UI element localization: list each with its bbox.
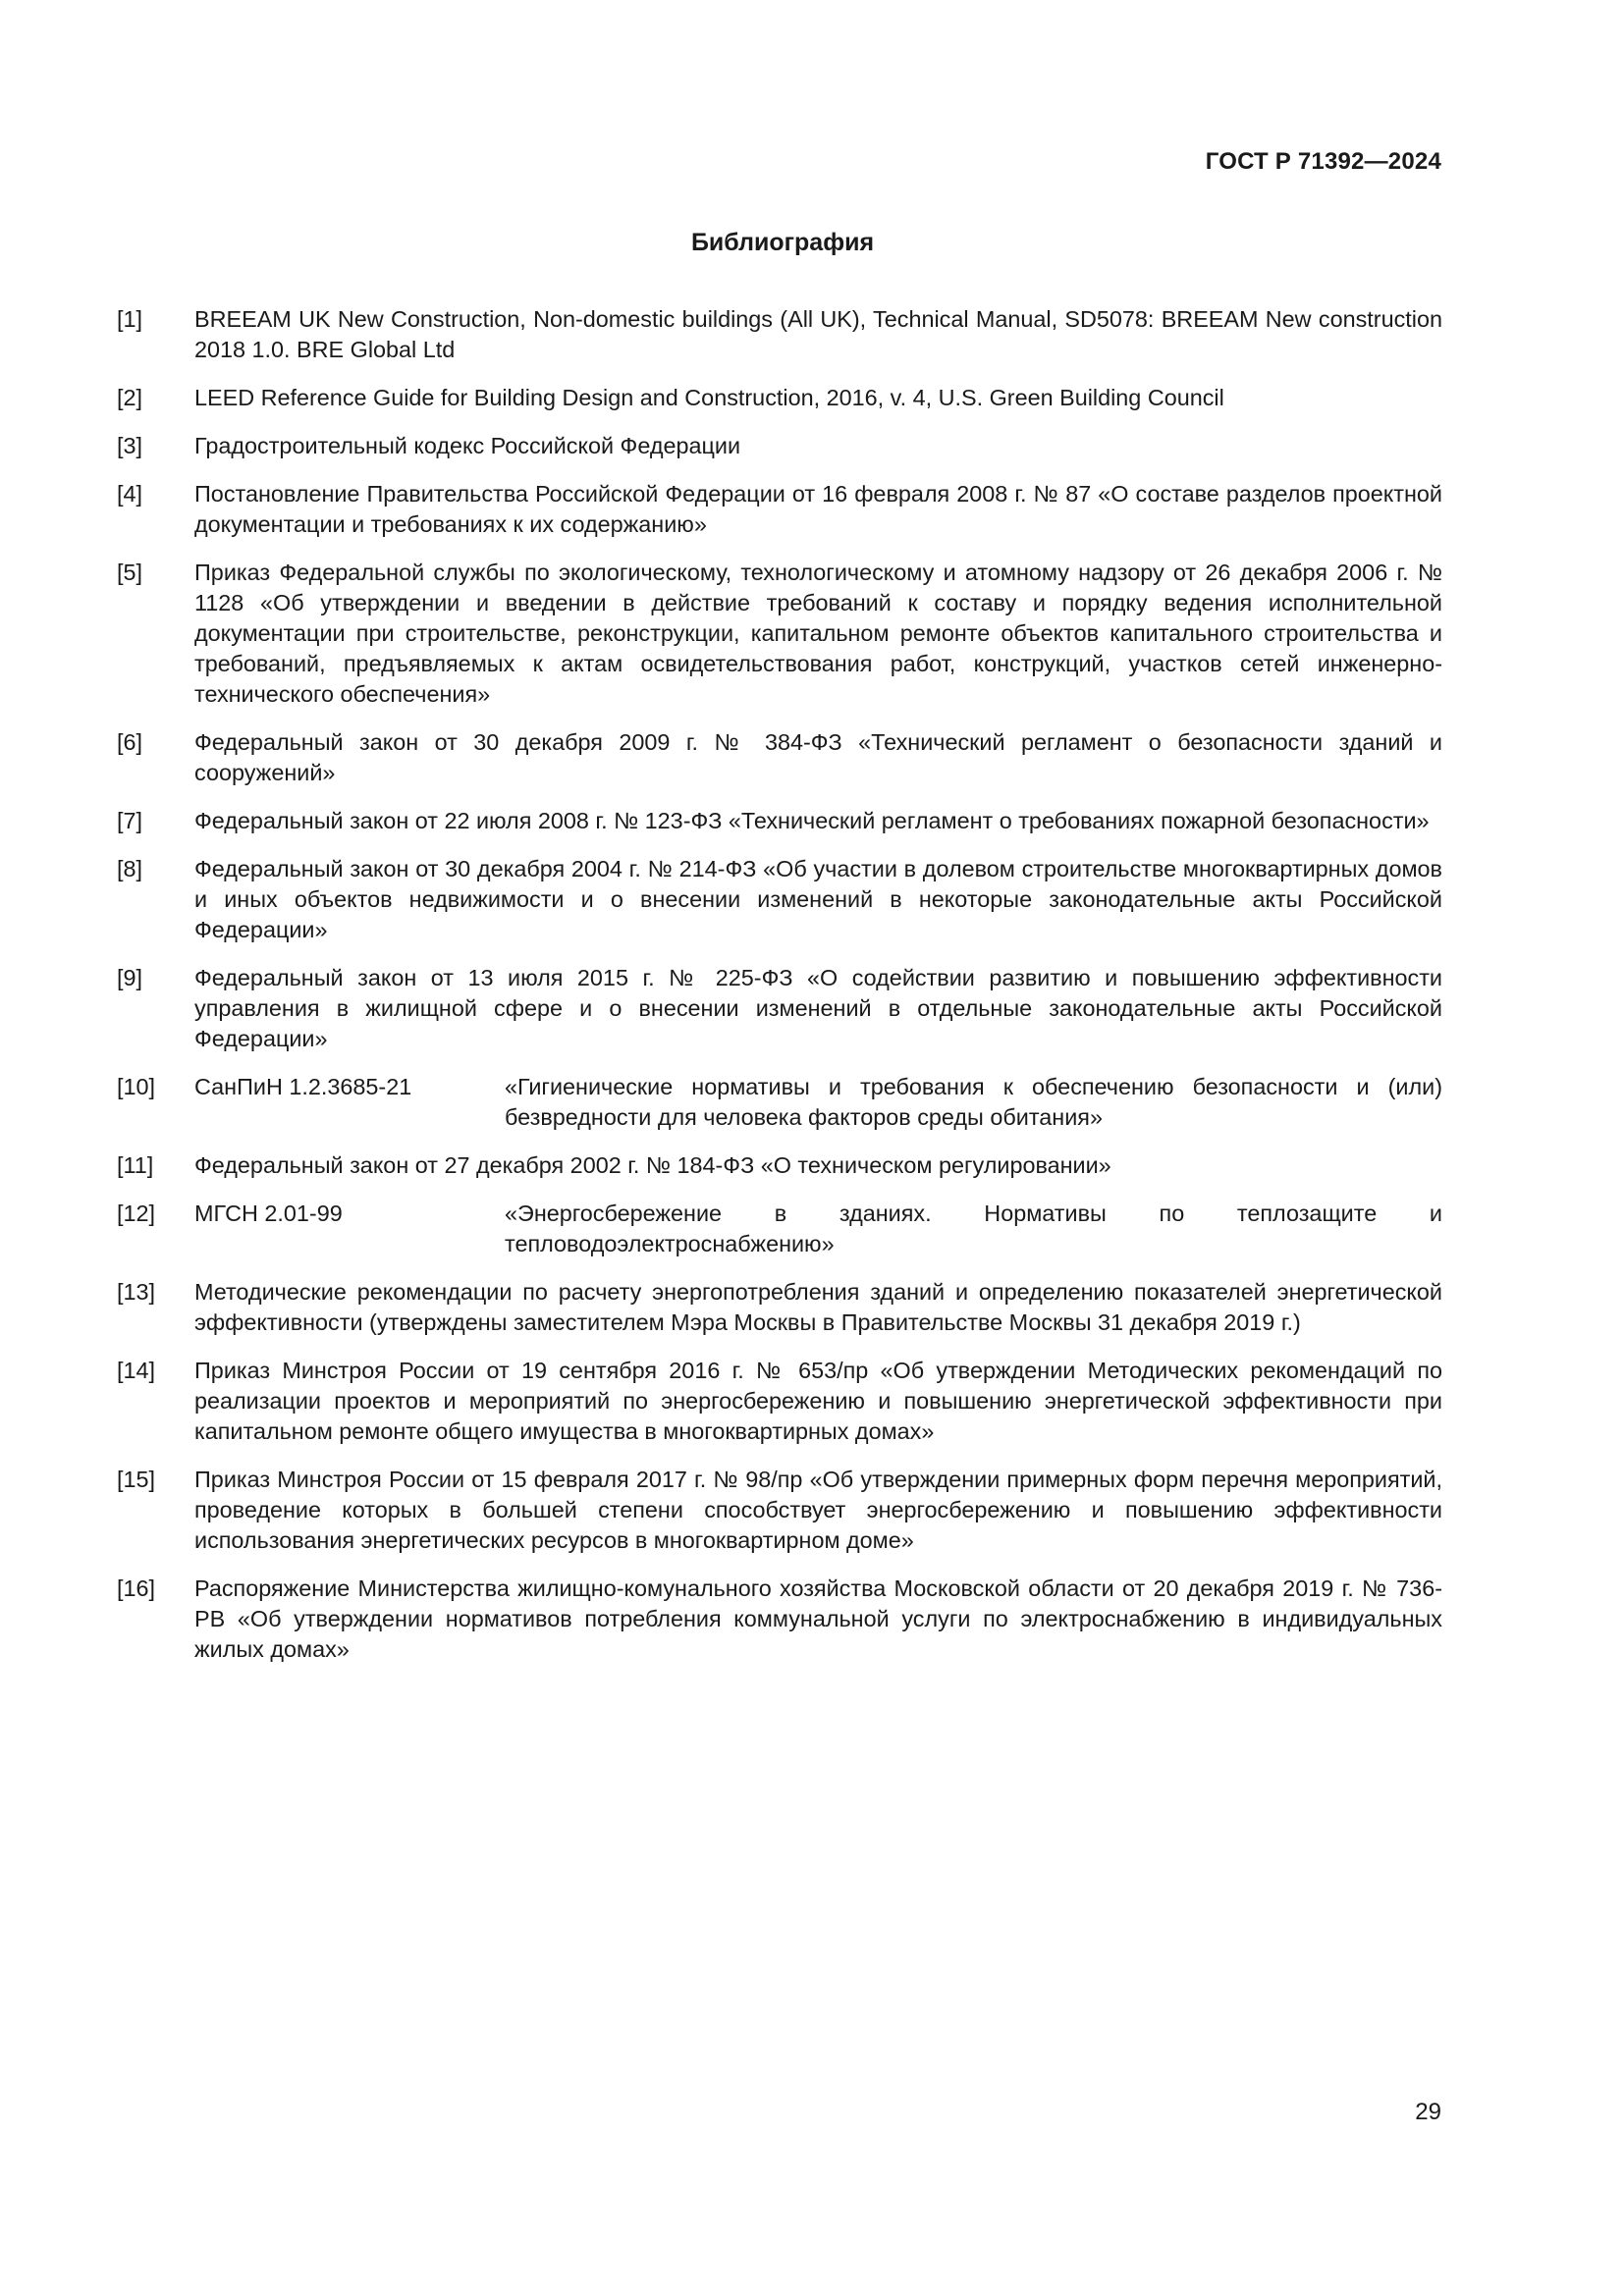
entry-text: Постановление Правительства Российской Федерации от 16 февраля 2008 г. № 87 «О составе разделов проектной документации и требованиях к их содержанию»: [194, 481, 1442, 537]
entry-text: BREEAM UK New Construction, Non-domestic buildings (All UK), Technical Manual, SD5078: BREEAM New construction 2018 1.0. BRE Global Ltd: [194, 306, 1442, 362]
entry-number: [13]: [117, 1279, 156, 1305]
bibliography-entry: [117, 727, 1442, 788]
bibliography-entry: [117, 558, 1442, 710]
entry-number: [7]: [117, 808, 143, 833]
bibliography-entry: [117, 431, 1442, 461]
bibliography-entry: [117, 479, 1442, 540]
bibliography-entry: [117, 854, 1442, 945]
entry-text: LEED Reference Guide for Building Design and Construction, 2016, v. 4, U.S. Green Building Council: [194, 385, 1224, 410]
bibliography-entry: [117, 1150, 1442, 1181]
entry-number: [5]: [117, 560, 143, 585]
entry-number: [4]: [117, 481, 143, 507]
bibliography-entry: [117, 1277, 1442, 1338]
entry-number: [8]: [117, 856, 143, 881]
entry-number: [16]: [117, 1575, 156, 1601]
entry-text: Федеральный закон от 30 декабря 2004 г. № 214-ФЗ «Об участии в долевом строительстве многоквартирных домов и иных объектов недвижимости и о внесении изменений в некоторые законодательные акты Российской Федерации»: [194, 856, 1442, 942]
entry-number: [1]: [117, 306, 143, 332]
entry-number: [2]: [117, 385, 143, 410]
entry-number: [10]: [117, 1074, 156, 1099]
entry-number: [14]: [117, 1358, 156, 1383]
entry-code: МГСН 2.01-99: [194, 1201, 343, 1226]
entry-text: Федеральный закон от 27 декабря 2002 г. № 184-ФЗ «О техническом регулировании»: [194, 1152, 1111, 1178]
entry-body: [194, 1199, 1442, 1259]
entry-text: Приказ Минстроя России от 15 февраля 2017 г. № 98/пр «Об утверждении примерных форм перечня мероприятий, проведение которых в большей степени способствует энергосбережению и повышению эффективности использования энергетических ресурсов в многоквартирном доме»: [194, 1467, 1442, 1553]
bibliography-entry: [117, 1072, 1442, 1133]
bibliography-entry: [117, 1465, 1442, 1556]
entry-text: Приказ Федеральной службы по экологическому, технологическому и атомному надзору от 26 декабря 2006 г. № 1128 «Об утверждении и введении в действие требований к составу и порядку ведения исполнительной документации при строительстве, реконструкции, капитальном ремонте объектов капитального строительства и требований, предъявляемых к актам освидетельствования работ, конструкций, участков сетей инженерно-технического обеспечения»: [194, 560, 1442, 707]
entry-text: Федеральный закон от 22 июля 2008 г. № 123-ФЗ «Технический регламент о требованиях пожарной безопасности»: [194, 808, 1430, 833]
entry-text: Методические рекомендации по расчету энергопотребления зданий и определению показателей энергетической эффективности (утверждены заместителем Мэра Москвы в Правительстве Москвы 31 декабря 2019 г.): [194, 1279, 1442, 1335]
entry-text: Федеральный закон от 13 июля 2015 г. № 225-ФЗ «О содействии развитию и повышению эффективности управления в жилищной сфере и о внесении изменений в отдельные законодательные акты Российской Федерации»: [194, 965, 1442, 1051]
entry-number: [15]: [117, 1467, 156, 1492]
bibliography-entry: [117, 1574, 1442, 1665]
entry-code: СанПиН 1.2.3685-21: [194, 1074, 412, 1099]
entry-text: Градостроительный кодекс Российской Федерации: [194, 433, 741, 458]
bibliography-entry: [117, 304, 1442, 365]
entry-number: [11]: [117, 1152, 154, 1178]
entry-text: Приказ Минстроя России от 19 сентября 2016 г. № 653/пр «Об утверждении Методических рекомендаций по реализации проектов и мероприятий по энергосбережению и повышению энергетической эффективности при капитальном ремонте общего имущества в многоквартирных домах»: [194, 1358, 1442, 1444]
entry-text: Федеральный закон от 30 декабря 2009 г. № 384-ФЗ «Технический регламент о безопасности зданий и сооружений»: [194, 729, 1442, 785]
entry-text: «Гигиенические нормативы и требования к обеспечению безопасности и (или) безвредности для человека факторов среды обитания»: [505, 1074, 1442, 1130]
bibliography-entry: [117, 806, 1442, 836]
entry-number: [9]: [117, 965, 143, 990]
entry-text: Распоряжение Министерства жилищно-комунального хозяйства Московской области от 20 декабря 2019 г. № 736-РВ «Об утверждении нормативов потребления коммунальной услуги по электроснабжению в индивидуальных жилых домах»: [194, 1575, 1442, 1662]
document-code: ГОСТ Р 71392—2024: [1205, 148, 1441, 175]
entry-number: [3]: [117, 433, 143, 458]
bibliography-entry: [117, 1199, 1442, 1259]
entry-number: [12]: [117, 1201, 156, 1226]
entry-body: [194, 1072, 1442, 1133]
bibliography-list: [117, 304, 1442, 1682]
entry-number: [6]: [117, 729, 143, 755]
bibliography-entry: [117, 1356, 1442, 1447]
entry-text: «Энергосбережение в зданиях. Нормативы по теплозащите и тепловодоэлектроснабжению»: [505, 1201, 1442, 1256]
bibliography-entry: [117, 963, 1442, 1054]
bibliography-entry: [117, 383, 1442, 413]
page-title: Библиография: [690, 229, 875, 256]
page-number: 29: [1415, 2099, 1441, 2125]
